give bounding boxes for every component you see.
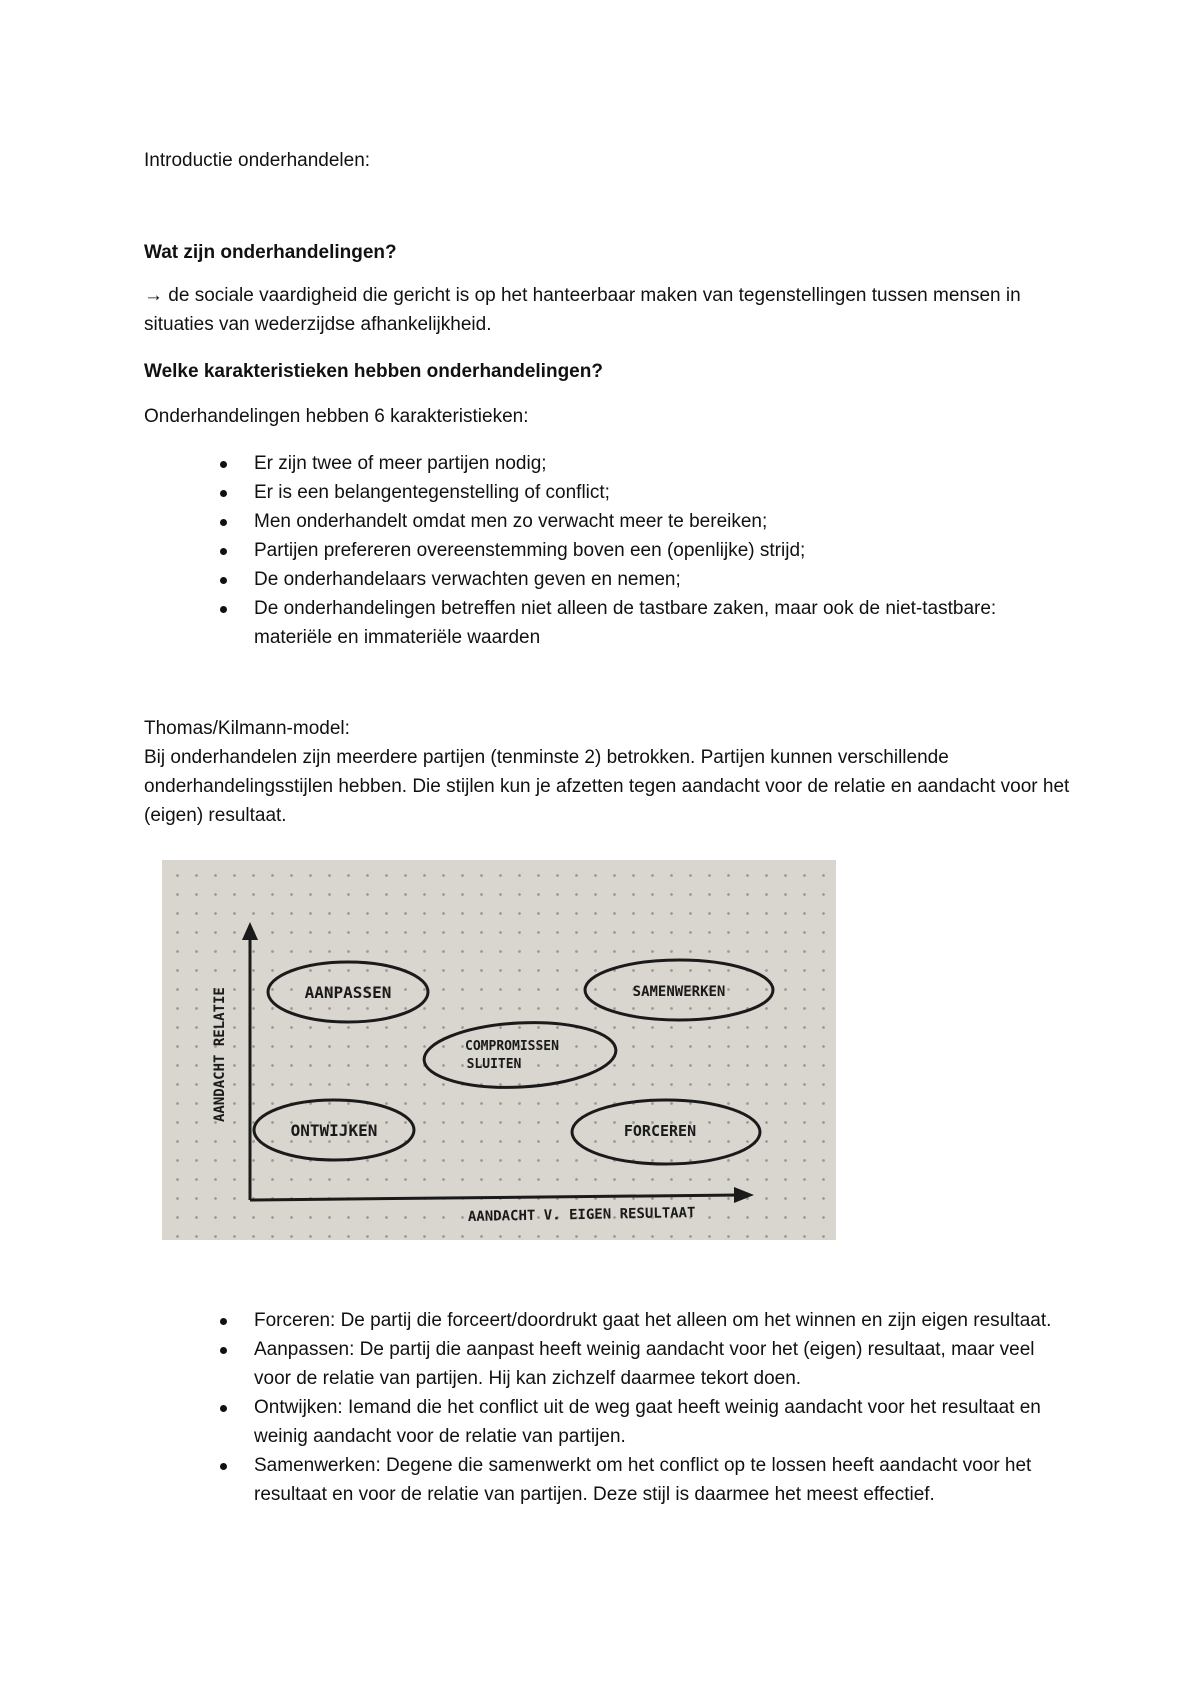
question-characteristics: Welke karakteristieken hebben onderhandelingen? [144, 361, 603, 382]
list-item: De onderhandelingen betreffen niet alleen de tastbare zaken, maar ook de niet-tastbare: materiële en immateriële waarden [144, 594, 1064, 652]
x-axis [250, 1195, 740, 1200]
x-axis-arrow-icon [734, 1187, 754, 1203]
bullet-icon [220, 548, 227, 555]
list-item: Men onderhandelt omdat men zo verwacht meer te bereiken; [144, 507, 1064, 536]
list-item: Er zijn twee of meer partijen nodig; [144, 449, 1064, 478]
bullet-icon [220, 1405, 227, 1412]
y-axis-label: AANDACHT RELATIE [212, 987, 228, 1122]
list-item: Aanpassen: De partij die aanpast heeft weinig aandacht voor het (eigen) resultaat, maar veel voor de relatie van partijen. Hij kan zichzelf daarmee tekort doen. [144, 1335, 1064, 1393]
characteristics-intro: Onderhandelingen hebben 6 karakteristieken: [144, 406, 529, 427]
bullet-icon [220, 1347, 227, 1354]
bullet-icon [220, 577, 227, 584]
list-item: Forceren: De partij die forceert/doordrukt gaat het alleen om het winnen en zijn eigen resultaat. [144, 1306, 1064, 1335]
list-item: Partijen prefereren overeenstemming boven een (openlijke) strijd; [144, 536, 1064, 565]
definition-paragraph: → de sociale vaardigheid die gericht is op het hanteerbaar maken van tegenstellingen tussen mensen in situaties van wederzijdse afhankelijkheid. [144, 285, 1021, 335]
x-axis-label: AANDACHT V. EIGEN RESULTAAT [467, 1205, 696, 1225]
characteristics-list [144, 449, 1064, 652]
document-heading: Introductie onderhandelen: [144, 150, 371, 171]
style-label-sluiten: SLUITEN [466, 1057, 522, 1072]
model-title: Thomas/Kilmann-model: [144, 718, 350, 739]
styles-list [144, 1306, 1064, 1509]
bullet-icon [220, 1318, 227, 1325]
list-item: De onderhandelaars verwachten geven en nemen; [144, 565, 1064, 594]
thomas-kilmann-diagram [162, 860, 836, 1240]
list-item: Ontwijken: Iemand die het conflict uit de weg gaat heeft weinig aandacht voor het resultaat en weinig aandacht voor de relatie van partijen. [144, 1393, 1064, 1451]
style-label-compromissen: COMPROMISSEN [465, 1039, 559, 1054]
ellipse-compromissen [422, 1018, 617, 1092]
bullet-icon [220, 519, 227, 526]
y-axis-arrow-icon [242, 922, 258, 940]
style-label-forceren: FORCEREN [623, 1122, 697, 1140]
question-what-are-negotiations: Wat zijn onderhandelingen? [144, 242, 397, 263]
list-item: Er is een belangentegenstelling of conflict; [144, 478, 1064, 507]
bullet-icon [220, 606, 227, 613]
style-label-ontwijken: ONTWIJKEN [290, 1121, 378, 1140]
bullet-icon [220, 1463, 227, 1470]
style-label-samenwerken: SAMENWERKEN [632, 984, 726, 1000]
bullet-icon [220, 490, 227, 497]
model-description: Bij onderhandelen zijn meerdere partijen (tenminste 2) betrokken. Partijen kunnen verschillende onderhandelingsstijlen hebben. Die stijlen kun je afzetten tegen aandacht voor de relatie en aandacht voor het (eigen) resultaat. [144, 747, 1070, 826]
list-item: Samenwerken: Degene die samenwerkt om het conflict op te lossen heeft aandacht voor het resultaat en voor de relatie van partijen. Deze stijl is daarmee het meest effectief. [144, 1451, 1064, 1509]
bullet-icon [220, 461, 227, 468]
style-label-aanpassen: AANPASSEN [304, 983, 392, 1002]
diagram-svg [162, 860, 836, 1240]
